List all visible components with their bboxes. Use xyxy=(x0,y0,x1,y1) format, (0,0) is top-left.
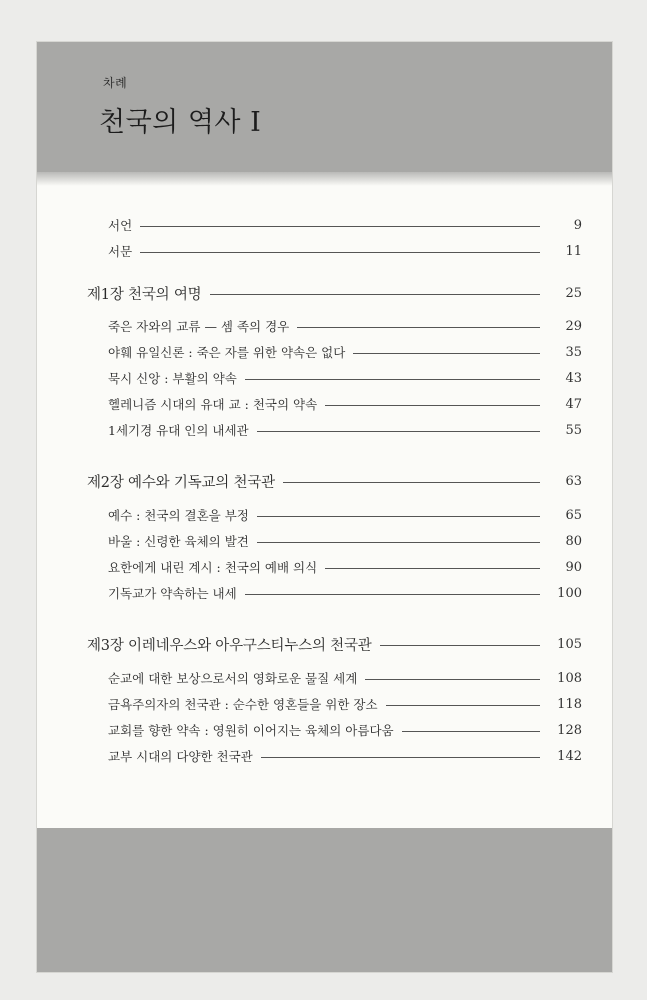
book-page xyxy=(37,42,612,972)
toc-entry[interactable] xyxy=(108,583,582,603)
toc-entry[interactable] xyxy=(108,557,582,577)
toc-page-number: 80 xyxy=(565,533,582,549)
toc-leader-line xyxy=(245,594,540,595)
toc-leader-line xyxy=(257,431,540,432)
toc-page-number: 35 xyxy=(565,344,582,360)
header-band xyxy=(37,42,612,172)
toc-entry-label: 기독교가 약속하는 내세 xyxy=(108,586,237,601)
toc-entry[interactable] xyxy=(108,420,582,440)
toc-entry-label: 야훼 유일신론 : 죽은 자를 위한 약속은 없다 xyxy=(108,345,346,360)
toc-entry[interactable] xyxy=(108,241,582,261)
toc-entry[interactable] xyxy=(108,531,582,551)
toc-entry[interactable] xyxy=(108,505,582,525)
toc-leader-line xyxy=(386,705,540,706)
footer-band xyxy=(37,828,612,972)
toc-page-number: 43 xyxy=(565,370,582,386)
toc-leader-line xyxy=(140,252,540,253)
toc-page-number: 128 xyxy=(557,722,582,738)
toc-leader-line xyxy=(297,327,540,328)
toc-entry-label: 서언 xyxy=(108,218,133,233)
toc-page-number: 100 xyxy=(557,585,582,601)
toc-page-number: 90 xyxy=(565,559,582,575)
toc-entry-label: 묵시 신앙 : 부활의 약속 xyxy=(108,371,237,386)
toc-leader-line xyxy=(353,353,540,354)
toc-leader-line xyxy=(283,482,540,483)
toc-chapter-heading[interactable] xyxy=(87,634,582,654)
toc-leader-line xyxy=(210,294,541,295)
toc-page-number: 142 xyxy=(557,748,582,764)
toc-entry[interactable] xyxy=(108,394,582,414)
toc-page-number: 11 xyxy=(565,243,582,259)
toc-page-number: 65 xyxy=(565,507,582,523)
header-fade xyxy=(37,172,612,186)
toc-page-number: 108 xyxy=(557,670,582,686)
toc-entry-label: 헬레니즘 시대의 유대 교 : 천국의 약속 xyxy=(108,397,318,412)
toc-chapter-heading[interactable] xyxy=(87,471,582,491)
toc-entry-label: 요한에게 내린 계시 : 천국의 예배 의식 xyxy=(108,560,318,575)
toc-entry-label: 예수 : 천국의 결혼을 부정 xyxy=(108,508,249,523)
toc-entry[interactable] xyxy=(108,342,582,362)
toc-page-number: 63 xyxy=(565,473,582,489)
toc-leader-line xyxy=(402,731,540,732)
toc-entry[interactable] xyxy=(108,746,582,766)
toc-entry[interactable] xyxy=(108,316,582,336)
toc-leader-line xyxy=(140,226,540,227)
toc-entry-label: 서문 xyxy=(108,244,133,259)
toc-chapter-heading[interactable] xyxy=(87,283,582,303)
toc-entry-label: 1세기경 유대 인의 내세관 xyxy=(108,423,249,438)
toc-entry-label: 교회를 향한 약속 : 영원히 이어지는 육체의 아름다움 xyxy=(108,723,394,738)
toc-page-number: 118 xyxy=(557,696,582,712)
toc-page-number: 105 xyxy=(557,636,582,652)
toc-entry[interactable] xyxy=(108,668,582,688)
toc-leader-line xyxy=(325,405,540,406)
toc-page-number: 25 xyxy=(565,285,582,301)
toc-entry[interactable] xyxy=(108,215,582,235)
toc-leader-line xyxy=(245,379,540,380)
book-title: 천국의 역사 I xyxy=(99,107,262,138)
toc-leader-line xyxy=(261,757,540,758)
toc-chapter-title: 제1장 천국의 여명 xyxy=(87,286,202,303)
toc-leader-line xyxy=(257,516,540,517)
toc-leader-line xyxy=(325,568,540,569)
toc-entry[interactable] xyxy=(108,694,582,714)
toc-entry-label: 교부 시대의 다양한 천국관 xyxy=(108,749,253,764)
toc-leader-line xyxy=(365,679,540,680)
toc-page-number: 55 xyxy=(565,422,582,438)
toc-page-number: 47 xyxy=(565,396,582,412)
toc-entry-label: 순교에 대한 보상으로서의 영화로운 물질 세계 xyxy=(108,671,358,686)
toc-leader-line xyxy=(380,645,540,646)
toc-entry-label: 바울 : 신령한 육체의 발견 xyxy=(108,534,249,549)
contents-label: 차례 xyxy=(103,76,128,90)
toc-page-number: 9 xyxy=(573,217,582,233)
toc-entry[interactable] xyxy=(108,720,582,740)
toc-entry-label: 금욕주의자의 천국관 : 순수한 영혼들을 위한 장소 xyxy=(108,697,378,712)
toc-chapter-title: 제2장 예수와 기독교의 천국관 xyxy=(87,474,275,491)
toc-leader-line xyxy=(257,542,540,543)
toc-chapter-title: 제3장 이레네우스와 아우구스티누스의 천국관 xyxy=(87,637,372,654)
toc-entry-label: 죽은 자와의 교류 — 셈 족의 경우 xyxy=(108,319,290,334)
toc-entry[interactable] xyxy=(108,368,582,388)
toc-page-number: 29 xyxy=(565,318,582,334)
